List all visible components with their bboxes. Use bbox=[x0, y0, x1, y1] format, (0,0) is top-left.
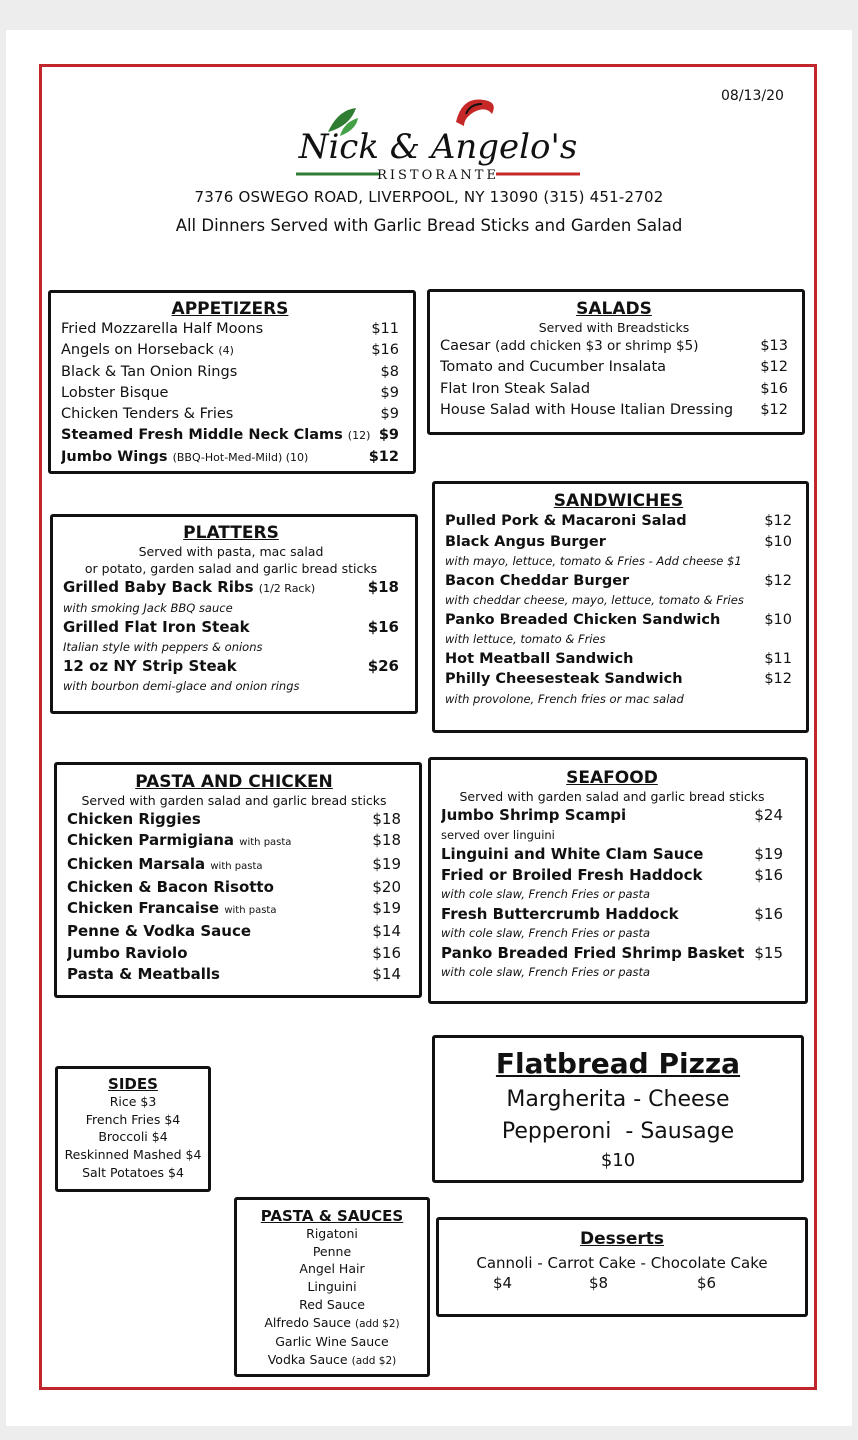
section-title: PLATTERS bbox=[183, 523, 279, 543]
section-subtitle: Served with garden salad and garlic bread sticks bbox=[81, 793, 387, 808]
menu-item bbox=[63, 577, 399, 599]
menu-item-label: Pulled Pork & Macaroni Salad bbox=[445, 513, 687, 529]
pasta-sauce-name: Angel Hair bbox=[299, 1261, 365, 1277]
menu-item-label: Bacon Cheddar Burger bbox=[445, 572, 630, 589]
pasta-sauce-item bbox=[241, 1278, 423, 1296]
pasta-sauce-name: Garlic Wine Sauce bbox=[275, 1334, 389, 1350]
menu-item-label: Chicken Tenders & Fries bbox=[61, 406, 234, 423]
menu-item-label: Fried or Broiled Fresh Haddock bbox=[441, 865, 703, 884]
menu-item bbox=[61, 362, 399, 383]
pasta-sauce-name: Penne bbox=[312, 1243, 352, 1259]
section-title: SIDES bbox=[108, 1075, 158, 1093]
menu-item-name bbox=[63, 656, 362, 677]
menu-item bbox=[63, 656, 399, 677]
menu-item-name bbox=[61, 447, 363, 468]
menu-item-name bbox=[440, 357, 754, 378]
menu-item-note: Italian style with peppers & onions bbox=[63, 640, 263, 654]
menu-item bbox=[441, 943, 783, 964]
menu-item-note: with cole slaw, French Fries or pasta bbox=[441, 965, 651, 979]
menu-item bbox=[67, 809, 401, 830]
menu-item-label: Philly Cheesesteak Sandwich bbox=[445, 671, 683, 687]
logo-subtitle: RISTORANTE bbox=[377, 168, 499, 183]
menu-item-price: $12 bbox=[760, 401, 788, 418]
menu-item-name bbox=[441, 844, 748, 865]
pasta-sauce-item bbox=[241, 1296, 423, 1314]
desserts-title: Desserts bbox=[579, 1229, 665, 1249]
menu-item-label: Fried Mozzarella Half Moons bbox=[61, 321, 264, 337]
menu-item bbox=[441, 865, 783, 886]
menu-item-price: $26 bbox=[367, 657, 399, 675]
menu-item-label: Steamed Fresh Middle Neck Clams bbox=[61, 427, 343, 444]
chef-hat-icon bbox=[456, 99, 494, 126]
pasta-sauce-item bbox=[241, 1225, 423, 1243]
pasta-sauces-section bbox=[234, 1197, 430, 1377]
menu-item-label: Jumbo Shrimp Scampi bbox=[441, 806, 627, 824]
menu-item-label: Chicken Parmigiana bbox=[67, 831, 235, 850]
menu-item-note: with cheddar cheese, mayo, lettuce, tomato & Fries bbox=[445, 593, 744, 607]
seafood-section bbox=[428, 757, 808, 1004]
section-subtitle: Served with garden salad and garlic bread sticks bbox=[459, 789, 765, 804]
menu-item-price: $9 bbox=[378, 427, 399, 444]
menu-item-price: $10 bbox=[764, 533, 792, 550]
menu-item bbox=[61, 447, 399, 468]
menu-item-label: 12 oz NY Strip Steak bbox=[63, 657, 237, 675]
menu-item-price: $15 bbox=[754, 943, 783, 962]
menu-item-label: Black & Tan Onion Rings bbox=[61, 363, 238, 380]
pizza-price: $10 bbox=[600, 1150, 636, 1171]
pasta-sauce-addon: (add $2) bbox=[351, 1354, 397, 1367]
menu-item-label: Jumbo Raviolo bbox=[67, 943, 188, 962]
pasta-sauce-item bbox=[241, 1351, 423, 1371]
section-title: SALADS bbox=[576, 299, 652, 319]
menu-item-name bbox=[445, 571, 758, 592]
side-item: French Fries $4 bbox=[85, 1111, 181, 1127]
menu-item-name bbox=[63, 617, 362, 638]
section-title: PASTA AND CHICKEN bbox=[135, 772, 333, 792]
menu-item bbox=[61, 404, 399, 425]
menu-item bbox=[61, 425, 399, 446]
menu-item-qty: (add chicken $3 or shrimp $5) bbox=[494, 338, 699, 354]
menu-item-qty: with pasta bbox=[224, 905, 277, 917]
menu-item-name bbox=[67, 809, 366, 830]
menu-item-price: $10 bbox=[764, 611, 792, 628]
menu-item-label: Lobster Bisque bbox=[61, 384, 169, 401]
menu-item-price: $16 bbox=[371, 342, 399, 359]
menu-item-label: Pasta & Meatballs bbox=[67, 965, 220, 984]
salads-section bbox=[427, 289, 805, 435]
menu-item-price: $16 bbox=[754, 865, 783, 884]
dessert-price: $6 bbox=[697, 1274, 717, 1292]
menu-item-qty: with pasta bbox=[239, 837, 292, 849]
menu-item-label: Jumbo Wings bbox=[61, 448, 168, 465]
menu-item-price: $11 bbox=[764, 650, 792, 667]
desserts-line: Cannoli - Carrot Cake - Chocolate Cake bbox=[476, 1254, 768, 1272]
menu-item-note: with cole slaw, French Fries or pasta bbox=[441, 926, 651, 940]
menu-item-name bbox=[441, 943, 748, 964]
menu-item-label: Panko Breaded Chicken Sandwich bbox=[445, 611, 721, 628]
menu-item-name bbox=[67, 830, 366, 853]
restaurant-logo bbox=[288, 92, 588, 184]
menu-item-name bbox=[445, 532, 758, 553]
menu-item bbox=[61, 340, 399, 361]
menu-item-qty: (12) bbox=[347, 429, 371, 443]
menu-item-price: $16 bbox=[760, 380, 788, 397]
menu-item-name bbox=[67, 943, 366, 964]
menu-item-name bbox=[445, 649, 758, 670]
menu-item-label: Chicken & Bacon Risotto bbox=[67, 877, 274, 896]
menu-item-name bbox=[440, 336, 754, 357]
menu-item bbox=[441, 844, 783, 865]
menu-item-label: Penne & Vodka Sauce bbox=[67, 922, 252, 941]
menu-item-name bbox=[441, 865, 748, 886]
menu-item bbox=[440, 357, 788, 378]
menu-item-name bbox=[67, 964, 366, 985]
menu-item-price: $12 bbox=[764, 513, 792, 529]
menu-item-price: $12 bbox=[368, 448, 399, 465]
section-title: SANDWICHES bbox=[553, 491, 684, 511]
menu-item-label: Angels on Horseback bbox=[61, 342, 214, 359]
desserts-section bbox=[436, 1217, 808, 1317]
dinner-tagline: All Dinners Served with Garlic Bread Sticks and Garden Salad bbox=[175, 216, 683, 235]
menu-item-note: with mayo, lettuce, tomato & Fries - Add cheese $1 bbox=[445, 554, 742, 568]
menu-item-price: $19 bbox=[754, 845, 783, 863]
section-subtitle: Served with Breadsticks bbox=[538, 320, 690, 335]
menu-item-price: $19 bbox=[372, 854, 401, 873]
menu-item bbox=[445, 571, 792, 592]
section-title: APPETIZERS bbox=[171, 299, 289, 319]
menu-item bbox=[67, 943, 401, 964]
menu-item bbox=[440, 336, 788, 357]
menu-item bbox=[67, 921, 401, 942]
menu-item-price: $16 bbox=[754, 904, 783, 923]
menu-item-price: $18 bbox=[367, 578, 399, 596]
pasta-sauce-name: Red Sauce bbox=[299, 1296, 365, 1312]
menu-item-name bbox=[441, 904, 748, 925]
menu-item-price: $19 bbox=[372, 899, 401, 918]
menu-item-label: Tomato and Cucumber Insalata bbox=[440, 359, 667, 376]
menu-item-price: $8 bbox=[380, 363, 399, 380]
restaurant-address: 7376 OSWEGO ROAD, LIVERPOOL, NY 13090 (315) 451-2702 bbox=[194, 188, 664, 206]
menu-item-name bbox=[61, 425, 373, 446]
menu-item-label: Chicken Francaise bbox=[67, 899, 220, 918]
menu-item-price: $13 bbox=[760, 338, 788, 354]
flatbread-pizza-section bbox=[432, 1035, 804, 1183]
menu-item-name bbox=[61, 383, 375, 404]
menu-item-label: Grilled Baby Back Ribs bbox=[63, 578, 254, 596]
menu-item bbox=[445, 511, 792, 532]
menu-item-name bbox=[440, 379, 754, 400]
menu-item-label: Chicken Marsala bbox=[67, 854, 206, 873]
menu-item-price: $12 bbox=[764, 572, 792, 589]
sandwiches-section bbox=[432, 481, 809, 733]
menu-item bbox=[67, 854, 401, 877]
menu-item-label: House Salad with House Italian Dressing bbox=[440, 401, 734, 418]
pasta-sauce-item bbox=[241, 1314, 423, 1334]
menu-item-price: $11 bbox=[371, 321, 399, 337]
menu-item-name bbox=[445, 610, 758, 631]
menu-item bbox=[63, 617, 399, 638]
section-subtitle: or potato, garden salad and garlic bread sticks bbox=[84, 561, 378, 576]
menu-item bbox=[441, 805, 783, 826]
pasta-sauce-name: Rigatoni bbox=[306, 1226, 358, 1241]
side-item: Rice $3 bbox=[109, 1094, 157, 1109]
menu-item-name bbox=[67, 854, 366, 877]
menu-item-name bbox=[67, 921, 366, 942]
side-item: Broccoli $4 bbox=[98, 1129, 168, 1145]
pizza-line: Margherita - Cheese bbox=[506, 1087, 730, 1112]
menu-item-label: Chicken Riggies bbox=[67, 810, 201, 828]
menu-item-name bbox=[67, 898, 366, 921]
pasta-sauce-name: Alfredo Sauce bbox=[264, 1314, 351, 1330]
menu-item-label: Caesar bbox=[440, 338, 491, 354]
menu-item-qty: (1/2 Rack) bbox=[258, 582, 316, 595]
side-item: Reskinned Mashed $4 bbox=[64, 1147, 202, 1163]
menu-item-label: Linguini and White Clam Sauce bbox=[441, 845, 704, 863]
menu-item-label: Fresh Buttercrumb Haddock bbox=[441, 904, 679, 923]
menu-item bbox=[445, 532, 792, 553]
menu-item-price: $20 bbox=[372, 877, 401, 896]
pasta-sauce-name: Vodka Sauce bbox=[267, 1351, 348, 1367]
menu-item-name bbox=[67, 877, 366, 898]
menu-item-note: served over linguini bbox=[441, 827, 555, 842]
menu-item bbox=[67, 830, 401, 853]
menu-item-label: Hot Meatball Sandwich bbox=[445, 650, 634, 667]
menu-item-price: $9 bbox=[380, 406, 399, 423]
menu-item-name bbox=[61, 362, 375, 383]
section-title: PASTA & SAUCES bbox=[260, 1207, 404, 1225]
menu-item-price: $14 bbox=[372, 922, 401, 941]
menu-item-price: $16 bbox=[367, 618, 399, 636]
pizza-title: Flatbread Pizza bbox=[495, 1047, 741, 1080]
menu-item-price: $12 bbox=[764, 671, 792, 687]
menu-item-qty: (4) bbox=[218, 344, 234, 358]
menu-item bbox=[61, 319, 399, 340]
menu-item bbox=[67, 898, 401, 921]
dessert-price: $8 bbox=[589, 1274, 609, 1292]
pizza-line: Pepperoni - Sausage bbox=[501, 1119, 735, 1144]
menu-item-note: with smoking Jack BBQ sauce bbox=[63, 601, 233, 615]
section-title: SEAFOOD bbox=[566, 768, 658, 788]
menu-item-name bbox=[61, 404, 375, 425]
menu-item-name bbox=[440, 400, 754, 421]
logo-name: Nick & Angelo's bbox=[298, 127, 578, 167]
menu-item-note: with lettuce, tomato & Fries bbox=[445, 632, 606, 646]
desserts-prices bbox=[445, 1274, 799, 1296]
menu-item-label: Grilled Flat Iron Steak bbox=[63, 618, 250, 636]
menu-item-price: $9 bbox=[380, 384, 399, 401]
menu-item-name bbox=[63, 577, 362, 599]
menu-date: 08/13/20 bbox=[721, 88, 784, 104]
menu-item-label: Panko Breaded Fried Shrimp Basket bbox=[441, 943, 745, 962]
sides-section bbox=[55, 1066, 211, 1192]
menu-item bbox=[67, 877, 401, 898]
menu-item bbox=[440, 379, 788, 400]
menu-item bbox=[441, 904, 783, 925]
menu-item bbox=[445, 649, 792, 670]
menu-item-name bbox=[441, 805, 748, 826]
menu-item-name bbox=[445, 669, 758, 690]
menu-item-note: with provolone, French fries or mac salad bbox=[445, 691, 684, 706]
menu-item-price: $14 bbox=[372, 965, 401, 984]
pasta-chicken-section bbox=[54, 762, 422, 998]
menu-item-price: $24 bbox=[754, 806, 783, 824]
pasta-sauce-item bbox=[241, 1243, 423, 1261]
pasta-sauce-item bbox=[241, 1260, 423, 1278]
side-item: Salt Potatoes $4 bbox=[82, 1164, 184, 1180]
menu-item-name bbox=[61, 340, 365, 361]
menu-item-price: $18 bbox=[372, 831, 401, 850]
menu-item bbox=[67, 964, 401, 985]
appetizers-section bbox=[48, 290, 416, 474]
menu-item-price: $16 bbox=[372, 943, 401, 962]
pasta-sauce-name: Linguini bbox=[307, 1279, 357, 1295]
menu-item-qty: with pasta bbox=[210, 860, 263, 872]
menu-item-name bbox=[445, 511, 758, 532]
section-subtitle: Served with pasta, mac salad bbox=[138, 544, 324, 559]
menu-item-qty: (BBQ-Hot-Med-Mild) (10) bbox=[172, 450, 309, 464]
menu-item-price: $12 bbox=[760, 359, 788, 376]
menu-item-note: with bourbon demi-glace and onion rings bbox=[63, 679, 300, 693]
menu-item-label: Black Angus Burger bbox=[445, 533, 606, 550]
menu-item bbox=[445, 610, 792, 631]
menu-item bbox=[445, 669, 792, 690]
platters-section bbox=[50, 514, 418, 714]
pasta-sauce-addon: (add $2) bbox=[354, 1317, 400, 1330]
menu-item bbox=[61, 383, 399, 404]
menu-item-note: with cole slaw, French Fries or pasta bbox=[441, 887, 651, 901]
menu-item-price: $18 bbox=[372, 810, 401, 828]
pasta-sauce-item bbox=[241, 1333, 423, 1351]
menu-item-name bbox=[61, 319, 365, 340]
dessert-price: $4 bbox=[493, 1274, 513, 1292]
menu-item-label: Flat Iron Steak Salad bbox=[440, 380, 591, 397]
menu-item bbox=[440, 400, 788, 421]
